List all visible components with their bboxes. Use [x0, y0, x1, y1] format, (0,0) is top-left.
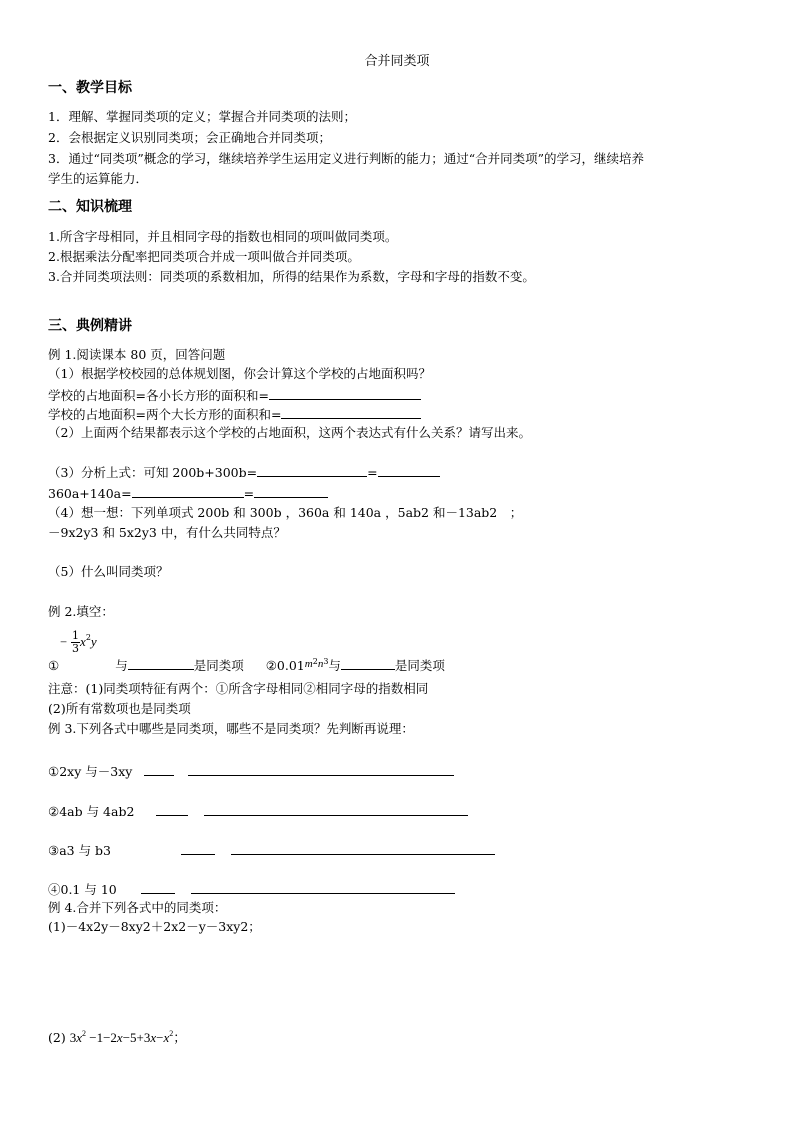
answer-label-2: 学校的占地面积=两个大长方形的面积和= [48, 407, 282, 422]
answer-blank-2[interactable] [281, 405, 421, 419]
example-1-title: 例 1.阅读课本 80 页，回答问题 [48, 347, 226, 362]
var-y: y [90, 634, 97, 649]
ex3-reason-blank-1[interactable] [188, 762, 454, 776]
with-text-2: 与 [328, 658, 341, 673]
example-4-title: 例 4.合并下列各式中的同类项： [48, 900, 227, 915]
var-x-4: x [163, 1030, 170, 1045]
ex3-reason-blank-4[interactable] [191, 880, 455, 894]
ex3-item-4-text: ④0.1 与 10 [48, 882, 117, 897]
example-1-q3-line-b [48, 484, 328, 502]
with-text-1: 与 [115, 658, 128, 673]
q3b-blank-2[interactable] [254, 484, 328, 498]
example-1-q4a: （4）想一想：下列单项式 200b 和 300b ，360a 和 140a ，5ab2 和－13ab2 ； [48, 505, 523, 520]
q3b-blank-1[interactable] [132, 484, 244, 498]
ex3-judge-blank-1[interactable] [144, 762, 174, 776]
q3-label: （3）分析上式：可知 200b+300b= [48, 465, 258, 480]
answer-label-1: 学校的占地面积=各小长方形的面积和= [48, 388, 269, 403]
example-1-q3-line [48, 463, 440, 481]
problem-2-label: (2) [48, 1030, 66, 1045]
note-line-2: (2)所有常数项也是同类项 [48, 701, 191, 716]
example-4-problem-1: (1)－4x2y－8xy2＋2x2－y－3xy2； [48, 919, 261, 934]
example-1-q4b: －9x2y3 和 5x2y3 中，有什么共同特点？ [48, 525, 286, 540]
semicolon: ； [173, 1030, 187, 1045]
q3-blank-2[interactable] [378, 463, 440, 477]
example-1-q5: （5）什么叫同类项？ [48, 564, 169, 579]
objective-line-1: 1．理解、掌握同类项的定义；掌握合并同类项的法则； [48, 109, 356, 124]
equals-sign-b: = [243, 486, 255, 501]
equals-sign: = [367, 465, 378, 480]
fraction-numerator: 1 [72, 629, 80, 642]
coef-3: 3 [69, 1030, 77, 1045]
item-1-marker: ① [48, 658, 60, 673]
term-minus-1-2: −1−2 [85, 1030, 117, 1045]
example-1-q2: （2）上面两个结果都表示这个学校的占地面积，这两个表达式有什么关系？请写出来。 [48, 425, 531, 440]
exponent-2b: 2 [312, 657, 318, 666]
knowledge-line-3: 3.合并同类项法则：同类项的系数相加，所得的结果作为系数，字母和字母的指数不变。 [48, 269, 535, 284]
example-4-problem-2 [48, 1030, 186, 1046]
fraction-one-third [71, 630, 80, 655]
ex3-item-3-text: ③a3 与 b3 [48, 843, 112, 858]
answer-blank-1[interactable] [269, 386, 421, 400]
item-2-marker: ②0.01 [265, 658, 305, 673]
section-heading-objectives: 一、教学目标 [48, 80, 132, 96]
exp-2-2: 2 [169, 1029, 174, 1038]
example-1-answer-line-2 [48, 405, 421, 423]
exponent-3: 3 [323, 657, 329, 666]
term-minus: − [156, 1030, 164, 1045]
q3-blank-1[interactable] [257, 463, 367, 477]
objective-line-3b: 学生的运算能力． [48, 171, 149, 186]
blank-ex2-1[interactable] [128, 656, 194, 670]
example-3-item-1 [48, 762, 454, 780]
var-x: x [80, 634, 86, 649]
example-3-item-4 [48, 880, 455, 898]
problem-2-expression [70, 1030, 187, 1045]
term-minus-5-3: −5+3 [122, 1030, 151, 1045]
knowledge-line-2: 2.根据乘法分配率把同类项合并成一项叫做合并同类项。 [48, 249, 360, 264]
q3b-label: 360a+140a= [48, 486, 132, 501]
var-x-1: x [76, 1030, 82, 1045]
ex3-item-2-text: ②4ab 与 4ab2 [48, 804, 135, 819]
fraction-denominator: 3 [72, 642, 80, 655]
exponent-2: 2 [85, 633, 91, 642]
example-2-title: 例 2.填空： [48, 604, 114, 619]
section-heading-examples: 三、典例精讲 [48, 318, 132, 334]
note-line-1: 注意：(1)同类项特征有两个：①所含字母相同②相同字母的指数相同 [48, 681, 429, 696]
section-heading-knowledge: 二、知识梳理 [48, 199, 132, 215]
example-3-title: 例 3.下列各式中哪些是同类项，哪些不是同类项？先判断再说理： [48, 721, 414, 736]
ex3-reason-blank-2[interactable] [204, 802, 468, 816]
objective-line-2: 2．会根据定义识别同类项；会正确地合并同类项； [48, 130, 331, 145]
ex3-item-1-text: ①2xy 与－3xy [48, 764, 133, 779]
example-1-q1: （1）根据学校校园的总体规划图，你会计算这个学校的占地面积吗？ [48, 366, 431, 381]
ex3-judge-blank-3[interactable] [181, 841, 215, 855]
ex3-reason-blank-3[interactable] [231, 841, 495, 855]
ex3-judge-blank-2[interactable] [156, 802, 188, 816]
blank-ex2-2[interactable] [341, 656, 395, 670]
exp-2-1: 2 [81, 1029, 86, 1038]
same-type-text-1: 是同类项 [193, 658, 244, 673]
var-n: n [317, 658, 324, 670]
example-1-answer-line-1 [48, 386, 421, 404]
var-x-3: x [150, 1030, 157, 1045]
example-2-items [48, 656, 445, 674]
page-title: 合并同类项 [364, 54, 430, 69]
objective-line-3a: 3．通过“同类项”概念的学习，继续培养学生运用定义进行判断的能力；通过“合并同类项”的学习，继续培养 [48, 151, 645, 166]
example-3-item-3 [48, 841, 495, 859]
var-x-2: x [116, 1030, 123, 1045]
knowledge-line-1: 1.所含字母相同，并且相同字母的指数也相同的项叫做同类项。 [48, 229, 398, 244]
minus-sign: − [60, 635, 68, 649]
var-m: m [304, 658, 313, 670]
same-type-text-2: 是同类项 [394, 658, 445, 673]
example-3-item-2 [48, 802, 468, 820]
ex3-judge-blank-4[interactable] [141, 880, 175, 894]
